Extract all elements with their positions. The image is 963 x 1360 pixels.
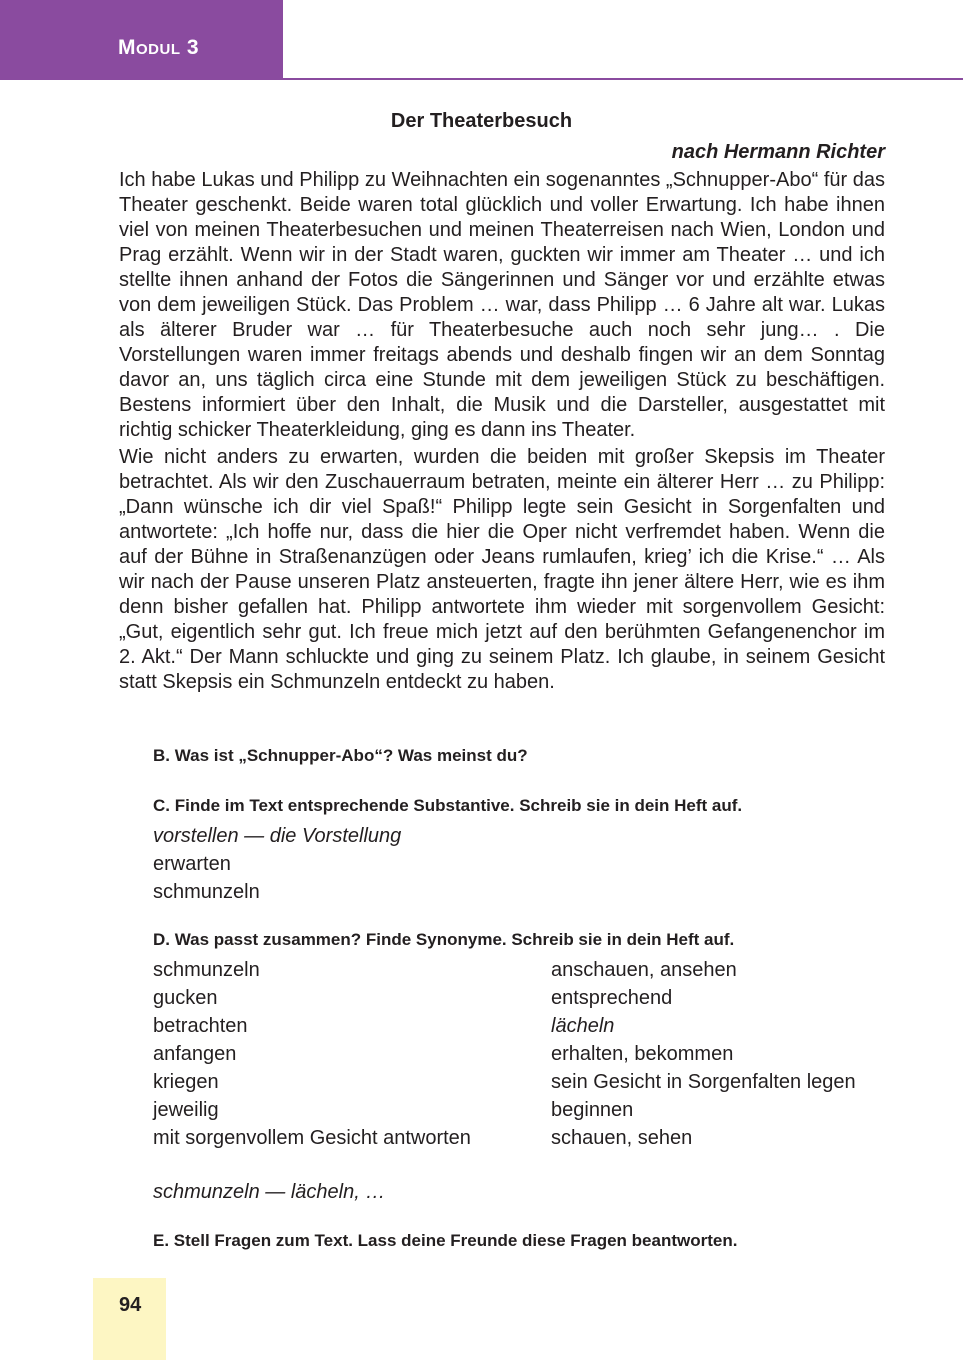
task-c-word: erwarten [153,853,231,875]
task-d-left-item: schmunzeln [153,959,260,981]
task-d-left-item: mit sorgenvollem Gesicht antworten [153,1127,471,1149]
task-d-example: schmunzeln — lächeln, … [153,1181,386,1203]
task-e-heading: E. Stell Fragen zum Text. Lass deine Freunde diese Fragen beantworten. [153,1231,738,1250]
task-d-left-item: kriegen [153,1071,219,1093]
task-c-word: schmunzeln [153,881,260,903]
task-d-left-column [153,956,471,1152]
page-number: 94 [119,1294,142,1316]
page-number-box [93,1278,166,1360]
header-rule [283,78,963,80]
task-d-right-item: anschauen, ansehen [551,959,737,981]
article-title: Der Theaterbesuch [390,110,573,132]
task-d-left-item: jeweilig [153,1099,219,1121]
task-c-word-list [153,822,401,906]
task-d-right-item: lächeln [551,1015,615,1037]
task-d-left-item: anfangen [153,1043,237,1065]
task-d-right-item: entsprechend [551,987,673,1009]
task-d-left-item: betrachten [153,1015,248,1037]
task-c-heading: C. Finde im Text entsprechende Substantive. Schreib sie in dein Heft auf. [153,796,743,815]
task-d-left-item: gucken [153,987,218,1009]
task-d-right-item: schauen, sehen [551,1127,693,1149]
article-author: nach Hermann Richter [671,141,885,163]
task-d-right-column [551,956,856,1152]
module-label: Modul 3 [118,36,200,59]
task-c-example: vorstellen — die Vorstellung [153,825,402,847]
task-d-heading: D. Was passt zusammen? Finde Synonyme. Schreib sie in dein Heft auf. [153,930,735,949]
article-paragraph-1: Ich habe Lukas und Philipp zu Weihnachten ein sogenanntes „Schnupper-Abo“ für das Theater geschenkt. Beide waren total glücklich und voller Erwartung. Ich habe ihnen viel von meinen Theaterbesuchen und meinen Theaterreisen nach Wien, London und Prag erzählt. Wenn wir in der Stadt waren, guckten wir immer am Theater … und ich stellte ihnen anhand der Fotos die Sängerinnen und Sänger vor und erzählte etwas von dem jeweiligen Stück. Das Problem … war, dass Philipp … 6 Jahre alt war. Lukas als älterer Bruder war … für Theaterbesuche auch noch sehr jung… . Die Vorstellungen waren immer freitags abends und deshalb fingen wir an dem Sonntag davor an, uns täglich circa eine Stunde mit dem jeweiligen Stück zu beschäftigen. Bestens informiert über den Inhalt, die Musik und die Darsteller, ausgestattet mit richtig schicker Theaterkleidung, ging es dann ins Theater. [119,169,885,441]
article-paragraph-2: Wie nicht anders zu erwarten, wurden die beiden mit großer Skepsis im Theater betrachtet. Als wir den Zuschauerraum betraten, meinte ein älterer Herr … zu Philipp: „Dann wünsche ich dir viel Spaß!“ Philipp legte sein Gesicht in Sorgenfalten und antwortete: „Ich hoffe nur, dass die hier die Oper nicht verfremdet haben. Wenn die auf der Bühne in Straßenanzügen oder Jeans rumlaufen, krieg’ ich die Krise.“ … Als wir nach der Pause unseren Platz ansteuerten, fragte ihn jener ältere Herr, wie es ihm denn bisher gefallen hat. Philipp antwortete ihm wieder mit sorgenvollem Gesicht: „Gut, eigentlich sehr gut. Ich freue mich jetzt auf den berühmten Gefangenenchor im 2. Akt.“ Der Mann schluckte und ging zu seinem Platz. Ich glaube, in seinem Gesicht statt Skepsis ein Schmunzeln entdeckt zu haben. [119,446,885,693]
task-b-heading: B. Was ist „Schnupper-Abo“? Was meinst du? [153,746,528,765]
task-d-right-item: beginnen [551,1099,634,1121]
module-header-tab [0,0,283,80]
task-d-right-item: erhalten, bekommen [551,1043,734,1065]
task-d-right-item: sein Gesicht in Sorgenfalten legen [551,1071,856,1093]
